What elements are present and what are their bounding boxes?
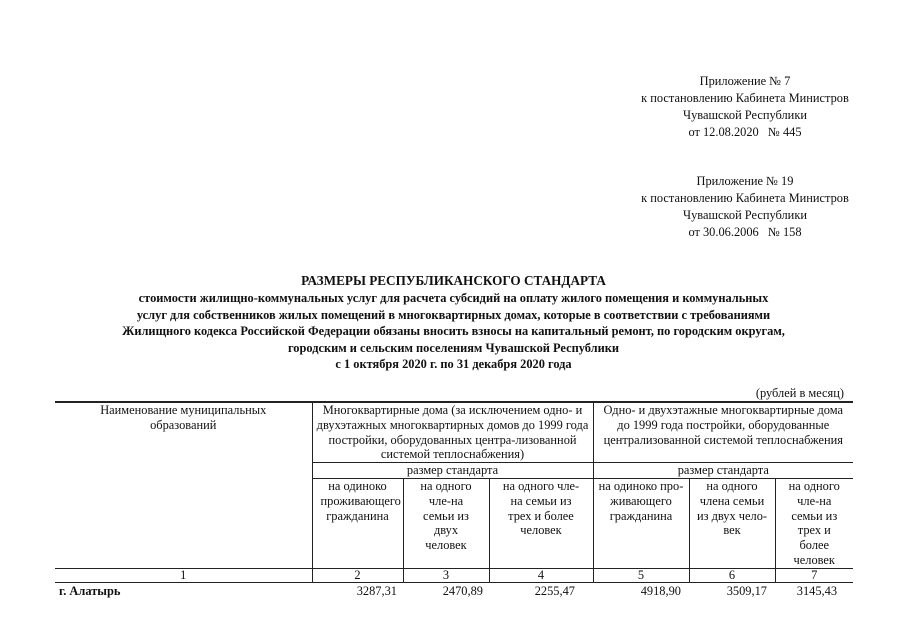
value-cell: 2470,89 [442,583,483,598]
col-header: на одного члена семьи из двух чело-век [689,478,775,568]
header-group-apartments: Многоквартирные дома (за исключением одно- и двухэтажных многоквартирных домов до 1999 года постройки, оборудованных центра-лизованной системой теплоснабжения) [312,402,593,463]
col-number: 4 [489,568,593,582]
appendix-7-block [580,73,905,141]
heading-line: Жилищного кодекса Российской Федерации обязаны вносить взносы на капитальный ремонт, по городским округам, [122,324,785,338]
units-note: (рублей в месяц) [755,386,844,400]
col-number: 3 [403,568,489,582]
heading-line: городским и сельским поселениям Чувашской Республики [287,340,619,355]
col-number: 6 [689,568,775,582]
col-header: на одиноко проживающего гражданина [312,478,403,568]
value-cell: 2255,47 [534,583,575,598]
col-header: на одиноко про-живающего гражданина [593,478,689,568]
value-cell: 3145,43 [796,583,838,598]
subheader-standard-size: размер стандарта [593,463,853,479]
heading-line: услуг для собственников жилых помещений в многоквартирных домах, которые в соответствии с требованиями [136,307,771,322]
appendix-date-line: от 30.06.2006 № 158 [688,225,802,239]
appendix-19-block [580,173,905,241]
header-group-low-rise: Одно- и двухэтажные многоквартирные дома до 1999 года постройки, оборудованные централизованной системой теплоснабжения [593,402,853,463]
col-header: на одного чле-на семьи из трех и более человек [489,478,593,568]
col-number: 5 [593,568,689,582]
value-cell: 3509,17 [726,583,767,598]
heading-line: стоимости жилищно-коммунальных услуг для расчета субсидий на оплату жилого помещения и коммунальных [138,291,769,305]
subheader-standard-size: размер стандарта [312,463,593,479]
col-header: на одного чле-на семьи из трех и более человек [775,478,853,568]
col-number: 2 [312,568,403,582]
col-number: 1 [55,568,312,582]
document-title: РАЗМЕРЫ РЕСПУБЛИКАНСКОГО СТАНДАРТА [301,273,606,288]
appendix-date-line: от 12.08.2020 № 445 [688,125,802,139]
value-cell: 4918,90 [640,583,681,598]
appendix-title: Приложение № 19 [696,174,794,188]
document-heading [55,272,852,373]
municipality-name: г. Алатырь [59,583,121,598]
header-municipality: Наименование муниципальных образований [55,402,312,568]
appendix-line: Чувашской Республики [683,108,807,122]
col-header: на одного чле-на семьи из двух человек [403,478,489,568]
appendix-line: к постановлению Кабинета Министров [641,191,849,205]
appendix-line: Чувашской Республики [683,208,807,222]
standards-table [55,401,853,599]
appendix-line: к постановлению Кабинета Министров [641,91,849,105]
appendix-title: Приложение № 7 [699,74,791,88]
value-cell: 3287,31 [356,583,397,598]
table-row [55,582,853,599]
col-number: 7 [775,568,853,582]
heading-period: с 1 октября 2020 г. по 31 декабря 2020 года [335,357,572,371]
